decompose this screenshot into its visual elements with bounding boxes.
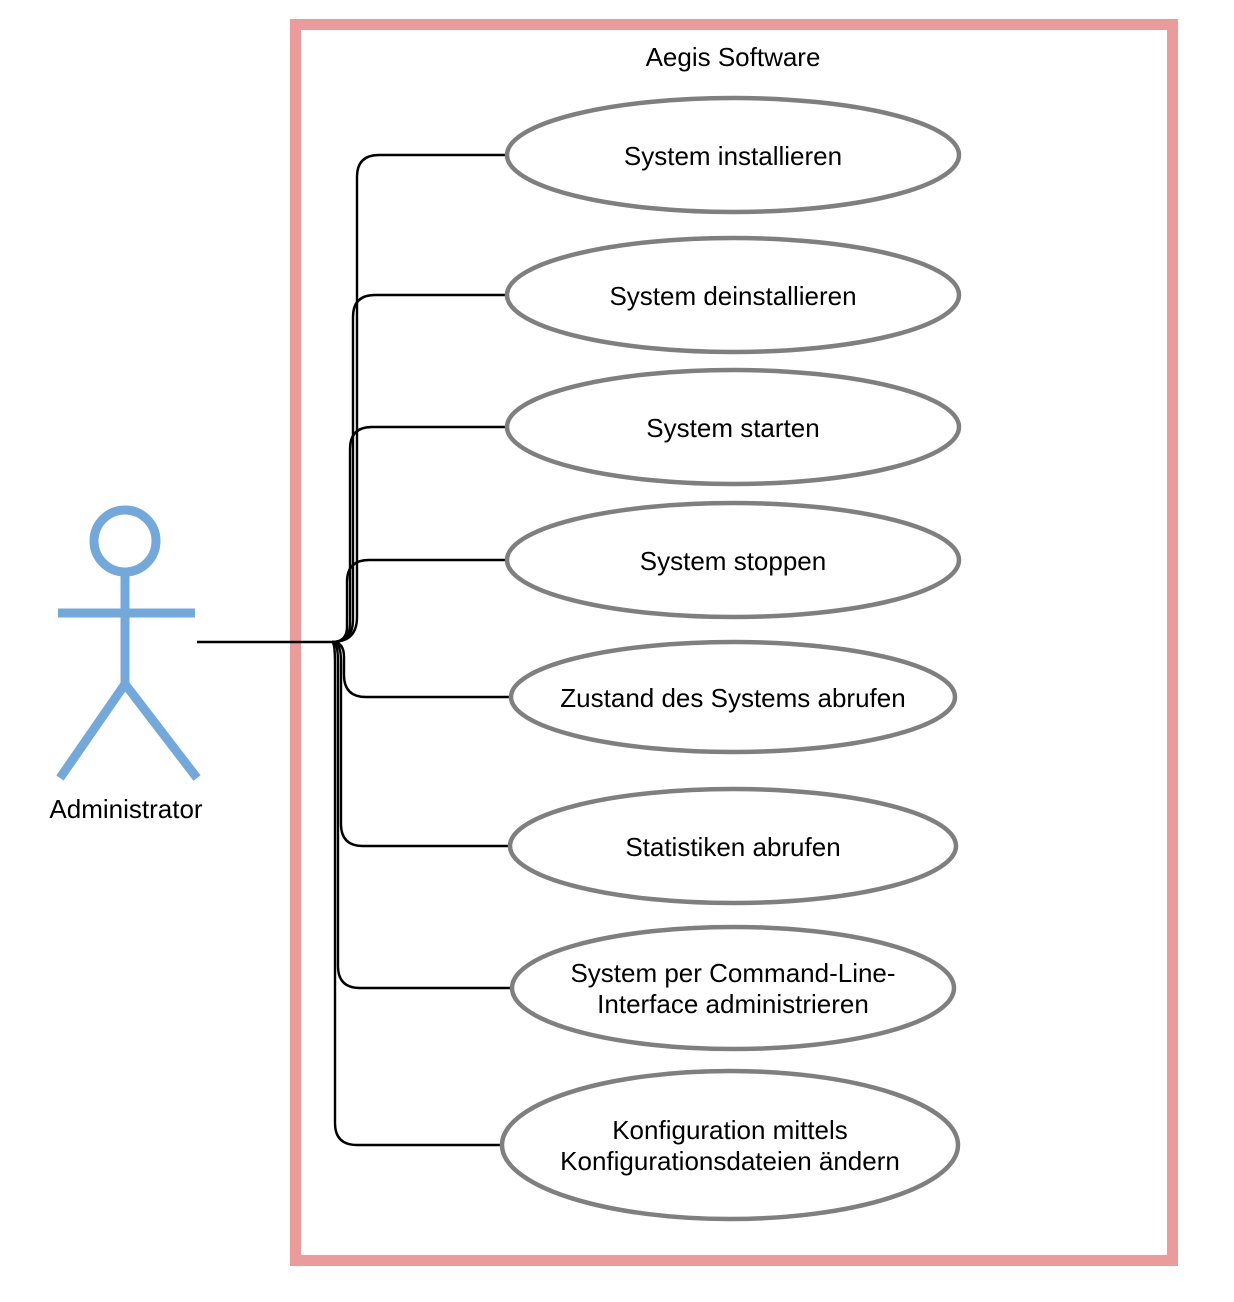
association-line-statistiken-abrufen — [332, 642, 512, 846]
use-case-statistiken-abrufen — [510, 789, 956, 903]
association-line-cli-administrieren — [332, 642, 514, 988]
use-case-label: System stoppen — [639, 546, 827, 576]
use-case-ellipse — [502, 1071, 958, 1219]
use-case-label: System deinstallieren — [609, 281, 857, 311]
system-boundary-title: Aegis Software — [645, 42, 821, 72]
use-case-label-line-2: Interface administrieren — [597, 989, 869, 1019]
use-case-system-starten — [507, 370, 959, 484]
actor-head-icon — [94, 510, 156, 572]
actor-leg-left — [60, 684, 125, 778]
association-line-system-deinstallieren — [332, 295, 508, 642]
use-case-label: Zustand des Systems abrufen — [560, 683, 906, 713]
association-line-system-installieren — [332, 155, 508, 642]
association-line-system-stoppen — [332, 560, 508, 642]
association-connectors — [197, 155, 514, 1145]
use-case-label-line-2: Konfigurationsdateien ändern — [560, 1146, 900, 1176]
association-line-zustand-abrufen — [332, 642, 513, 697]
use-case-zustand-abrufen — [511, 642, 955, 752]
use-case-cli-administrieren — [512, 927, 954, 1049]
use-case-system-deinstallieren — [507, 238, 959, 352]
use-case-ellipse — [512, 927, 954, 1049]
use-case-label: System starten — [646, 413, 820, 443]
actor-administrator — [49, 510, 202, 824]
use-case-system-stoppen — [507, 503, 959, 617]
association-line-konfiguration-aendern — [332, 642, 504, 1145]
use-case-system-installieren — [507, 98, 959, 212]
actor-label: Administrator — [49, 794, 203, 824]
use-case-konfiguration-aendern — [502, 1071, 958, 1219]
use-case-label: System installieren — [623, 141, 843, 171]
use-case-label-line-1: System per Command-Line- — [570, 958, 896, 988]
association-line-system-starten — [332, 427, 508, 642]
actor-leg-right — [125, 684, 197, 778]
use-case-label: Statistiken abrufen — [625, 832, 841, 862]
use-case-label-line-1: Konfiguration mittels — [612, 1115, 848, 1145]
